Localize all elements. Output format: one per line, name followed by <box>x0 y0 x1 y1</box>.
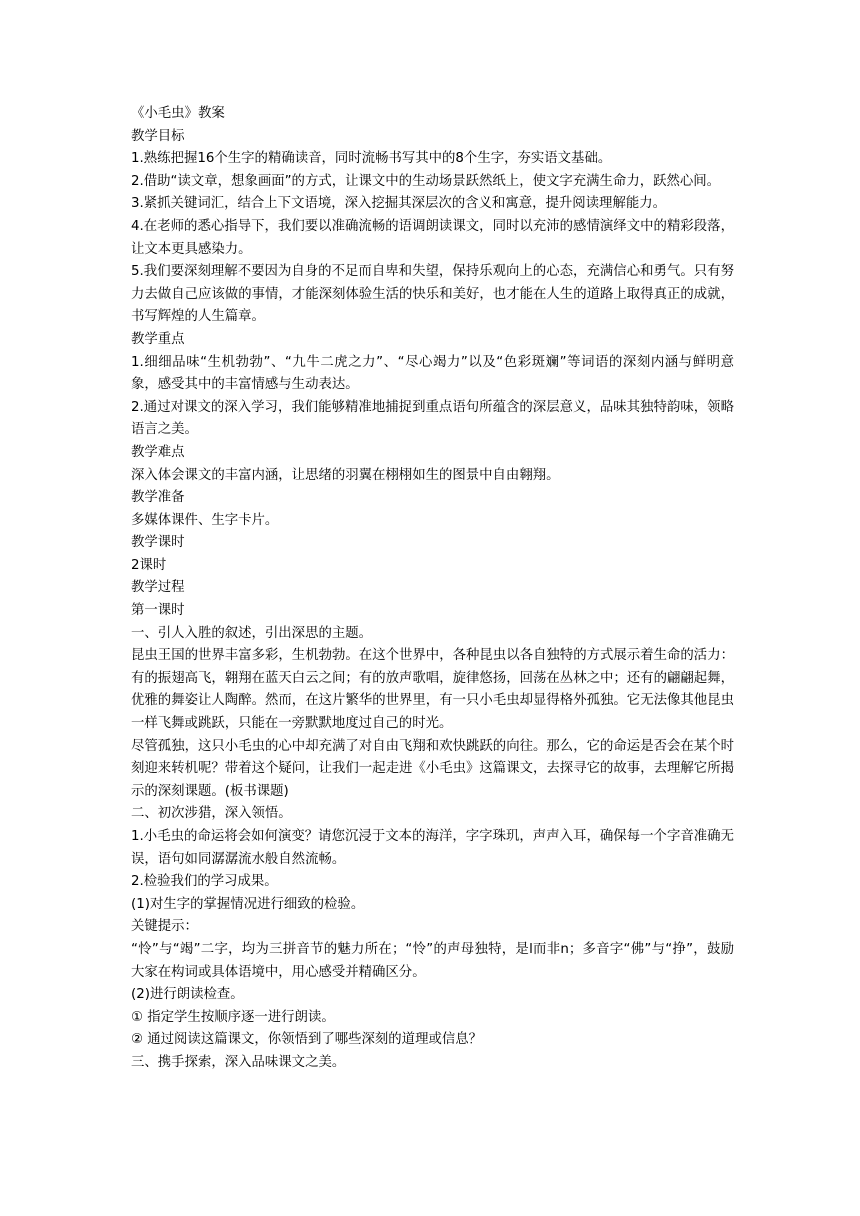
objective-2: 2.借助“读文章，想象画面”的方式，让课文中的生动场景跃然纸上，使文字充满生命力，跃然心间。 <box>131 173 721 189</box>
step-2-item-1: 1.小毛虫的命运将会如何演变？请您沉浸于文本的海洋，字字珠玑，声声入耳，确保每一个字音准确无误，语句如同潺潺流水般自然流畅。 <box>131 829 734 867</box>
step-1-paragraph-2: 尽管孤独，这只小毛虫的心中却充满了对自由飞翔和欢快跳跃的向往。那么，它的命运是否会在某个时刻迎来转机呢？带着这个疑问，让我们一起走进《小毛虫》这篇课文，去探寻它的故事，去理解它所揭示的深刻课题。(板书课题) <box>131 738 734 799</box>
step-2-item-2: 2.检验我们的学习成果。 <box>131 874 278 890</box>
document-page <box>131 103 734 1075</box>
objective-1: 1.熟练把握16个生字的精确读音，同时流畅书写其中的8个生字，夯实语文基础。 <box>131 151 612 167</box>
reading-check-2: ② 通过阅读这篇课文，你领悟到了哪些深刻的道理或信息？ <box>131 1032 483 1048</box>
step-2-subitem-1: (1)对生字的掌握情况进行细致的检验。 <box>131 896 365 912</box>
first-period-heading: 第一课时 <box>131 603 185 619</box>
step-1-heading: 一、引人入胜的叙述，引出深思的主题。 <box>131 625 373 641</box>
section-heading-objectives: 教学目标 <box>131 128 185 144</box>
key-point-2: 2.通过对课文的深入学习，我们能够精准地捕捉到重点语句所蕴含的深层意义，品味其独特韵味，领略语言之美。 <box>131 399 734 438</box>
section-heading-periods: 教学课时 <box>131 535 185 551</box>
section-heading-process: 教学过程 <box>131 580 185 596</box>
periods-text: 2课时 <box>131 557 167 573</box>
step-1-paragraph-1: 昆虫王国的世界丰富多彩，生机勃勃。在这个世界中，各种昆虫以各自独特的方式展示着生命的活力：有的振翅高飞，翱翔在蓝天白云之间；有的放声歌唱，旋律悠扬，回荡在丛林之中；还有的翩翩起舞，优雅的舞姿让人陶醉。然而，在这片繁华的世界里，有一只小毛虫却显得格外孤独。它无法像其他昆虫一样飞舞或跳跃，只能在一旁默默地度过自己的时光。 <box>131 648 734 732</box>
difficulty-text: 深入体会课文的丰富内涵，让思绪的羽翼在栩栩如生的图景中自由翱翔。 <box>131 467 560 483</box>
step-3-heading: 三、携手探索，深入品味课文之美。 <box>131 1054 346 1070</box>
objective-3: 3.紧抓关键词汇，结合上下文语境，深入挖掘其深层次的含义和寓意，提升阅读理解能力。 <box>131 196 667 212</box>
document-title: 《小毛虫》教案 <box>131 106 225 121</box>
section-heading-difficulties: 教学难点 <box>131 444 185 460</box>
step-2-subitem-2: (2)进行朗读检查。 <box>131 987 244 1003</box>
preparation-text: 多媒体课件、生字卡片。 <box>131 512 279 528</box>
reading-check-1: ① 指定学生按顺序逐一进行朗读。 <box>131 1009 335 1025</box>
key-tips-label: 关键提示： <box>131 919 198 935</box>
key-tips-text: “怜”与“竭”二字，均为三拼音节的魅力所在；“怜”的声母独特，是l而非n；多音字“佛”与“挣”，鼓励大家在构词或具体语境中，用心感受并精确区分。 <box>131 941 734 980</box>
key-point-1: 1.细细品味“生机勃勃”、“九牛二虎之力”、“尽心竭力”以及“色彩斑斓”等词语的深刻内涵与鲜明意象，感受其中的丰富情感与生动表达。 <box>131 354 734 393</box>
section-heading-key-points: 教学重点 <box>131 331 185 347</box>
section-heading-preparation: 教学准备 <box>131 490 185 506</box>
step-2-heading: 二、初次涉猎，深入领悟。 <box>131 806 292 822</box>
objective-5: 5.我们要深刻理解不要因为自身的不足而自卑和失望，保持乐观向上的心态，充满信心和勇气。只有努力去做自己应该做的事情，才能深刻体验生活的快乐和美好，也才能在人生的道路上取得真正的成就，书写辉煌的人生篇章。 <box>131 264 734 325</box>
objective-4: 4.在老师的悉心指导下，我们要以准确流畅的语调朗读课文，同时以充沛的感情演绎文中的精彩段落，让文本更具感染力。 <box>131 218 734 257</box>
